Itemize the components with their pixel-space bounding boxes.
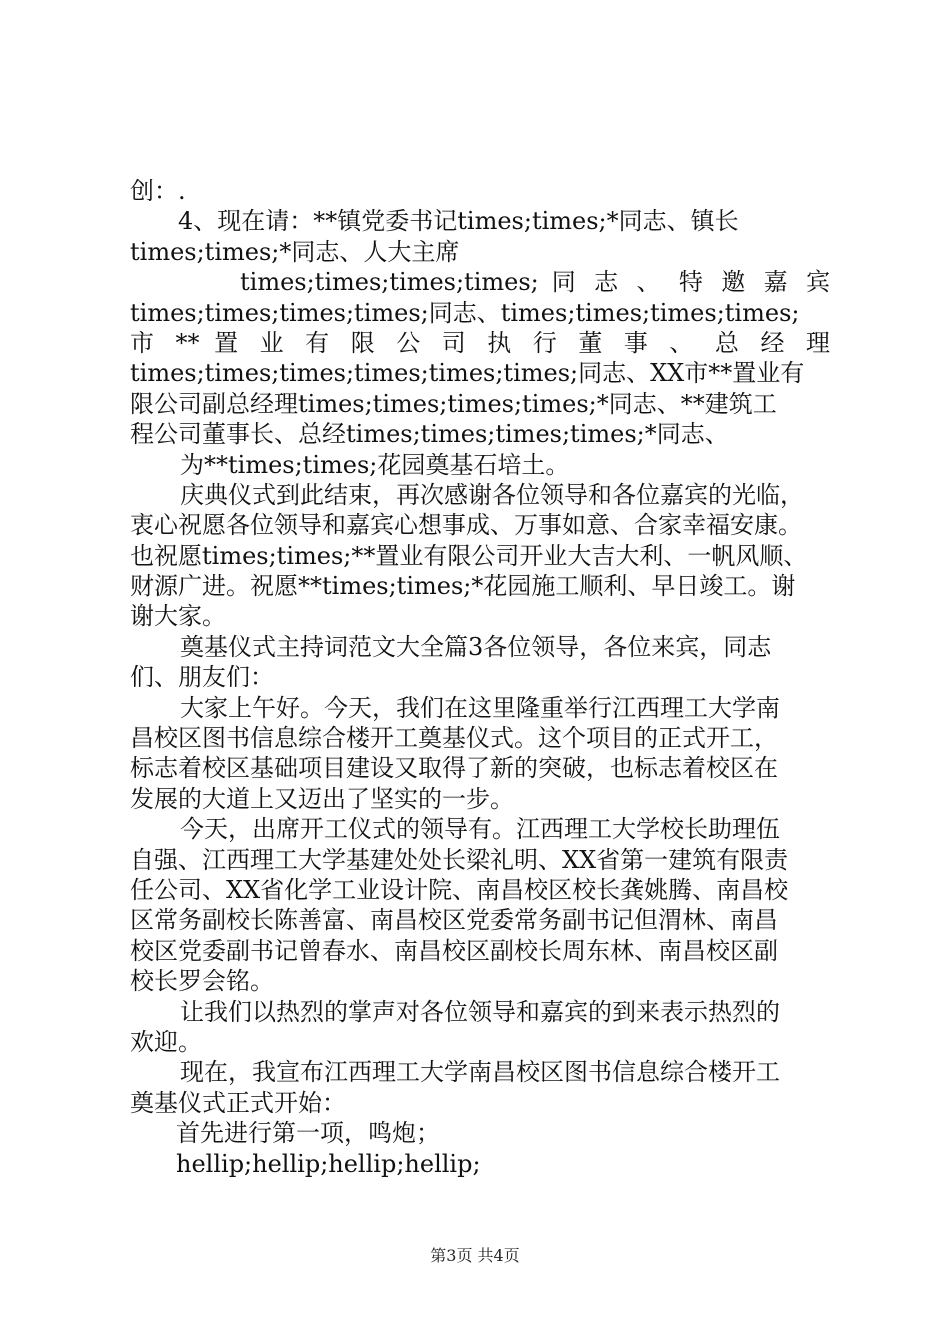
- text-line: 庆典仪式到此结束，再次感谢各位领导和各位嘉宾的光临，: [180, 480, 804, 509]
- text-line: 首先进行第一项，鸣炮；: [176, 1119, 440, 1148]
- text-line: 任公司、XX省化学工业设计院、南昌校区校长龚姚腾、南昌校: [130, 875, 789, 904]
- text-line: hellip;hellip;hellip;hellip;: [176, 1149, 481, 1178]
- text-line: 们、朋友们：: [130, 663, 274, 692]
- text-line: 奠基仪式主持词范文大全篇3各位领导，各位来宾，同志: [180, 632, 772, 661]
- page-footer: 第3页 共4页: [430, 1246, 520, 1265]
- text-line: 4、现在请：**镇党委书记times;times;*同志、镇长: [178, 207, 739, 236]
- text-line: 让我们以热烈的掌声对各位领导和嘉宾的到来表示热烈的: [180, 997, 780, 1026]
- text-line: 校区党委副书记曾春水、南昌校区副校长周东林、南昌校区副: [130, 936, 778, 965]
- text-line: 谢大家。: [130, 602, 226, 631]
- text-line: 为**times;times;花园奠基石培土。: [180, 450, 570, 479]
- text-line: 市 ** 置 业 有 限 公 司 执 行 董 事 、 总 经 理: [130, 328, 830, 357]
- text-line: 今天，出席开工仪式的领导有。江西理工大学校长助理伍: [180, 815, 780, 844]
- text-line: 限公司副总经理times;times;times;times;*同志、**建筑工: [130, 389, 777, 418]
- text-line: 现在，我宣布江西理工大学南昌校区图书信息综合楼开工: [180, 1058, 780, 1087]
- text-line: 程公司董事长、总经times;times;times;times;*同志、: [130, 420, 729, 449]
- text-line: 校长罗会铭。: [130, 967, 274, 996]
- text-line: 财源广进。祝愿**times;times;*花园施工顺利、早日竣工。谢: [130, 572, 796, 601]
- body-text: [130, 176, 830, 1179]
- text-line: times;times;times;times;同志、times;times;times;times;: [130, 298, 800, 327]
- text-line: 欢迎。: [130, 1027, 202, 1056]
- text-line: 昌校区图书信息综合楼开工奠基仪式。这个项目的正式开工，: [130, 724, 778, 753]
- text-line: 奠基仪式正式开始：: [130, 1088, 346, 1117]
- text-line: times;times;times;times; 同 志 、 特 邀 嘉 宾: [240, 268, 830, 297]
- text-line: 区常务副校长陈善富、南昌校区党委常务副书记但渭林、南昌: [130, 906, 778, 935]
- text-line: 自强、江西理工大学基建处处长梁礼明、XX省第一建筑有限责: [130, 845, 789, 874]
- text-line: times;times;*同志、人大主席: [130, 237, 460, 266]
- text-line: 也祝愿times;times;**置业有限公司开业大吉大利、一帆风顺、: [130, 541, 808, 570]
- text-line: 大家上午好。今天，我们在这里隆重举行江西理工大学南: [180, 693, 780, 722]
- text-line: 发展的大道上又迈出了坚实的一步。: [130, 784, 514, 813]
- text-line: 创：.: [130, 177, 186, 205]
- text-line: 标志着校区基础项目建设又取得了新的突破，也标志着校区在: [130, 754, 778, 783]
- text-line: times;times;times;times;times;times;同志、XX市**置业有: [130, 359, 805, 388]
- text-line: 衷心祝愿各位领导和嘉宾心想事成、万事如意、合家幸福安康。: [130, 511, 802, 540]
